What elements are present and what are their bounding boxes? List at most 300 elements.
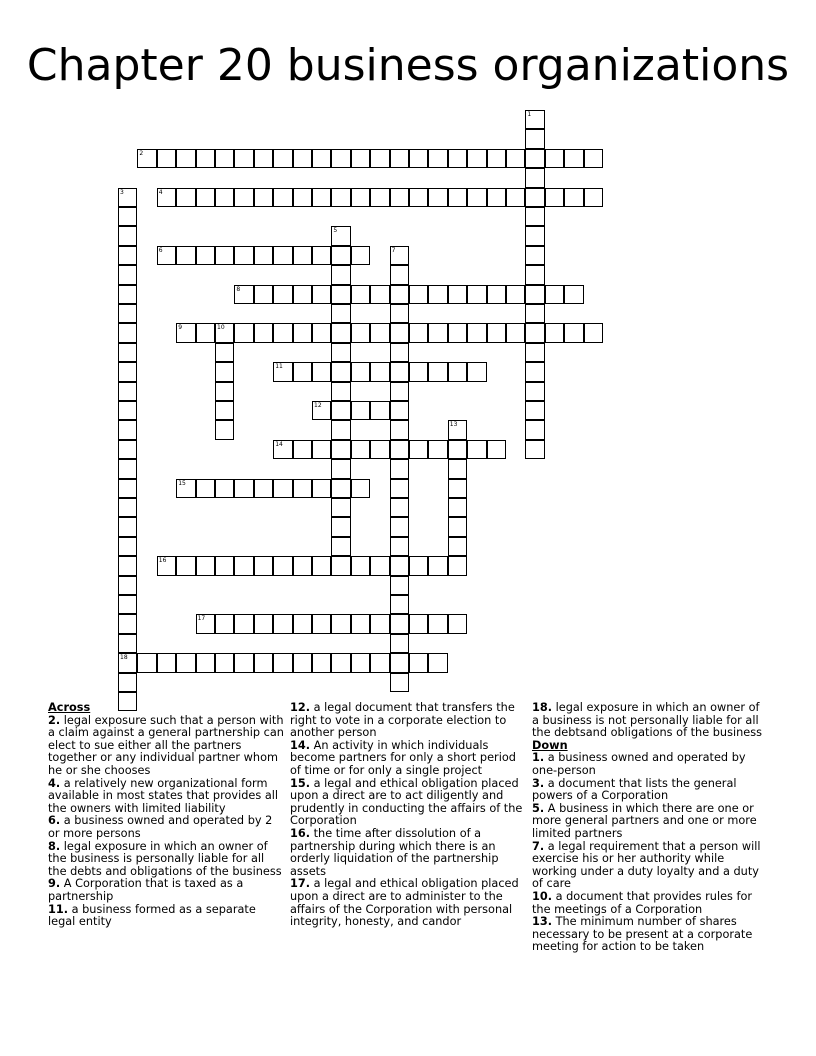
grid-cell[interactable]	[215, 382, 234, 401]
grid-cell[interactable]	[293, 614, 312, 633]
grid-cell[interactable]	[118, 362, 137, 381]
grid-cell[interactable]	[118, 207, 137, 226]
grid-cell[interactable]	[312, 556, 331, 575]
clue-number-label: 2.	[48, 713, 61, 727]
grid-cell[interactable]	[409, 188, 428, 207]
grid-cell[interactable]	[234, 479, 253, 498]
grid-cell[interactable]	[370, 440, 389, 459]
grid-cell[interactable]	[525, 440, 544, 459]
clue-column-2	[290, 702, 526, 929]
grid-cell[interactable]	[331, 556, 350, 575]
grid-cell[interactable]	[118, 634, 137, 653]
grid-cell[interactable]	[448, 498, 467, 517]
grid-cell[interactable]	[467, 149, 486, 168]
grid-cell[interactable]	[118, 343, 137, 362]
grid-cell[interactable]	[564, 149, 583, 168]
grid-cell[interactable]	[390, 634, 409, 653]
grid-cell[interactable]	[390, 595, 409, 614]
grid-cell[interactable]	[506, 149, 525, 168]
grid-cell[interactable]	[525, 362, 544, 381]
grid-cell[interactable]	[157, 246, 176, 265]
grid-cell[interactable]	[234, 246, 253, 265]
clue-number: 5	[333, 227, 338, 235]
grid-cell[interactable]	[118, 188, 137, 207]
clue-number-label: 17.	[290, 877, 311, 891]
grid-cell[interactable]	[331, 401, 350, 420]
clue-number: 16	[158, 557, 167, 565]
grid-cell[interactable]	[331, 149, 350, 168]
grid-cell[interactable]	[351, 401, 370, 420]
grid-cell[interactable]	[273, 556, 292, 575]
grid-cell[interactable]	[118, 498, 137, 517]
grid-cell[interactable]	[273, 440, 292, 459]
grid-cell[interactable]	[370, 556, 389, 575]
clue-text: legal exposure such that a person with a claim against a general partnership can elect to sue either all the partners together or any individual partner whom he or she chooses	[48, 713, 284, 777]
grid-cell[interactable]	[564, 188, 583, 207]
grid-cell[interactable]	[331, 440, 350, 459]
grid-cell[interactable]	[390, 265, 409, 284]
grid-cell[interactable]	[118, 246, 137, 265]
grid-cell[interactable]	[487, 285, 506, 304]
grid-cell[interactable]	[525, 343, 544, 362]
grid-cell[interactable]	[331, 304, 350, 323]
clue-number-label: 16.	[290, 826, 311, 840]
grid-cell[interactable]	[254, 285, 273, 304]
grid-cell[interactable]	[176, 188, 195, 207]
grid-cell[interactable]	[312, 188, 331, 207]
grid-cell[interactable]	[409, 556, 428, 575]
clue-text: A Corporation that is taxed as a partnership	[48, 877, 244, 903]
grid-cell[interactable]	[196, 479, 215, 498]
grid-cell[interactable]	[293, 188, 312, 207]
grid-cell[interactable]	[234, 149, 253, 168]
grid-cell[interactable]	[118, 304, 137, 323]
grid-cell[interactable]	[525, 285, 544, 304]
grid-cell[interactable]	[254, 479, 273, 498]
grid-cell[interactable]	[234, 188, 253, 207]
grid-cell[interactable]	[370, 614, 389, 633]
clue-column-1	[48, 702, 284, 929]
grid-cell[interactable]	[331, 323, 350, 342]
grid-cell[interactable]	[390, 653, 409, 672]
grid-cell[interactable]	[487, 323, 506, 342]
grid-cell[interactable]	[351, 285, 370, 304]
grid-cell[interactable]	[196, 653, 215, 672]
grid-cell[interactable]	[370, 285, 389, 304]
grid-cell[interactable]	[525, 207, 544, 226]
grid-cell[interactable]	[331, 459, 350, 478]
grid-cell[interactable]	[351, 479, 370, 498]
clue-number-label: 8.	[48, 839, 61, 853]
grid-cell[interactable]	[196, 556, 215, 575]
grid-cell[interactable]	[390, 479, 409, 498]
grid-cell[interactable]	[118, 479, 137, 498]
clue	[290, 778, 526, 828]
grid-cell[interactable]	[448, 459, 467, 478]
grid-cell[interactable]	[118, 576, 137, 595]
grid-cell[interactable]	[428, 556, 447, 575]
grid-cell[interactable]	[273, 614, 292, 633]
grid-cell[interactable]	[525, 110, 544, 129]
grid-cell[interactable]	[370, 188, 389, 207]
grid-cell[interactable]	[370, 653, 389, 672]
grid-cell[interactable]	[215, 323, 234, 342]
grid-cell[interactable]	[351, 653, 370, 672]
grid-cell[interactable]	[506, 188, 525, 207]
grid-cell[interactable]	[293, 653, 312, 672]
grid-cell[interactable]	[312, 614, 331, 633]
grid-cell[interactable]	[331, 420, 350, 439]
grid-cell[interactable]	[428, 149, 447, 168]
grid-cell[interactable]	[448, 323, 467, 342]
grid-cell[interactable]	[215, 614, 234, 633]
grid-cell[interactable]	[525, 323, 544, 342]
grid-cell[interactable]	[176, 556, 195, 575]
clue	[532, 702, 768, 740]
grid-cell[interactable]	[448, 556, 467, 575]
grid-cell[interactable]	[157, 653, 176, 672]
grid-cell[interactable]	[487, 440, 506, 459]
down-heading: Down	[532, 738, 568, 752]
grid-cell[interactable]	[137, 653, 156, 672]
grid-cell[interactable]	[254, 556, 273, 575]
grid-cell[interactable]	[390, 362, 409, 381]
grid-cell[interactable]	[331, 362, 350, 381]
grid-cell[interactable]	[254, 246, 273, 265]
grid-cell[interactable]	[390, 188, 409, 207]
grid-cell[interactable]	[351, 246, 370, 265]
grid-cell[interactable]	[564, 285, 583, 304]
grid-cell[interactable]	[273, 323, 292, 342]
grid-cell[interactable]	[506, 323, 525, 342]
grid-cell[interactable]	[157, 556, 176, 575]
grid-cell[interactable]	[525, 420, 544, 439]
clue-text: a legal document that transfers the right to vote in a corporate election to another person	[290, 701, 515, 740]
grid-cell[interactable]	[390, 285, 409, 304]
grid-cell[interactable]	[234, 556, 253, 575]
grid-cell[interactable]	[331, 343, 350, 362]
grid-cell[interactable]	[215, 188, 234, 207]
grid-cell[interactable]	[273, 362, 292, 381]
grid-cell[interactable]	[331, 188, 350, 207]
grid-cell[interactable]	[312, 285, 331, 304]
grid-cell[interactable]	[584, 188, 603, 207]
grid-cell[interactable]	[293, 246, 312, 265]
grid-cell[interactable]	[196, 149, 215, 168]
grid-cell[interactable]	[351, 440, 370, 459]
grid-cell[interactable]	[448, 149, 467, 168]
grid-cell[interactable]	[331, 226, 350, 245]
clue	[532, 803, 768, 841]
grid-cell[interactable]	[448, 479, 467, 498]
grid-cell[interactable]	[118, 673, 137, 692]
clue-number: 3	[120, 188, 124, 196]
clue-number: 2	[139, 149, 144, 157]
grid-cell[interactable]	[118, 440, 137, 459]
grid-cell[interactable]	[273, 285, 292, 304]
grid-cell[interactable]	[176, 323, 195, 342]
grid-cell[interactable]	[273, 653, 292, 672]
clue	[532, 841, 768, 891]
grid-cell[interactable]	[118, 420, 137, 439]
grid-cell[interactable]	[118, 285, 137, 304]
grid-cell[interactable]	[331, 517, 350, 536]
grid-cell[interactable]	[157, 149, 176, 168]
grid-cell[interactable]	[390, 517, 409, 536]
grid-cell[interactable]	[467, 323, 486, 342]
grid-cell[interactable]	[390, 673, 409, 692]
grid-cell[interactable]	[234, 285, 253, 304]
grid-cell[interactable]	[409, 653, 428, 672]
grid-cell[interactable]	[428, 362, 447, 381]
clue-number: 1	[527, 111, 532, 118]
grid-cell[interactable]	[176, 653, 195, 672]
grid-cell[interactable]	[428, 188, 447, 207]
grid-cell[interactable]	[448, 537, 467, 556]
grid-cell[interactable]	[293, 362, 312, 381]
grid-cell[interactable]	[448, 614, 467, 633]
grid-cell[interactable]	[331, 285, 350, 304]
clue-number-label: 15.	[290, 776, 311, 790]
grid-cell[interactable]	[428, 614, 447, 633]
grid-cell[interactable]	[137, 149, 156, 168]
grid-cell[interactable]	[564, 323, 583, 342]
grid-cell[interactable]	[448, 188, 467, 207]
grid-cell[interactable]	[370, 149, 389, 168]
grid-cell[interactable]	[118, 265, 137, 284]
grid-cell[interactable]	[215, 401, 234, 420]
grid-cell[interactable]	[584, 323, 603, 342]
grid-cell[interactable]	[293, 285, 312, 304]
grid-cell[interactable]	[390, 537, 409, 556]
grid-cell[interactable]	[118, 382, 137, 401]
grid-cell[interactable]	[487, 149, 506, 168]
clue-number: 6	[158, 246, 163, 254]
clue-number-label: 18.	[532, 701, 553, 714]
grid-cell[interactable]	[409, 362, 428, 381]
grid-cell[interactable]	[215, 420, 234, 439]
puzzle-title: Chapter 20 business organizations	[26, 40, 790, 91]
clue	[290, 878, 526, 928]
grid-cell[interactable]	[176, 149, 195, 168]
grid-cell[interactable]	[467, 362, 486, 381]
grid-cell[interactable]	[409, 323, 428, 342]
grid-cell[interactable]	[254, 614, 273, 633]
grid-cell[interactable]	[273, 188, 292, 207]
grid-cell[interactable]	[312, 440, 331, 459]
grid-cell[interactable]	[390, 498, 409, 517]
grid-cell[interactable]	[118, 226, 137, 245]
grid-cell[interactable]	[409, 285, 428, 304]
grid-cell[interactable]	[293, 440, 312, 459]
grid-cell[interactable]	[390, 614, 409, 633]
grid-cell[interactable]	[409, 149, 428, 168]
grid-cell[interactable]	[525, 304, 544, 323]
grid-cell[interactable]	[293, 479, 312, 498]
grid-cell[interactable]	[545, 149, 564, 168]
grid-cell[interactable]	[118, 401, 137, 420]
grid-cell[interactable]	[525, 382, 544, 401]
grid-cell[interactable]	[525, 401, 544, 420]
grid-cell[interactable]	[157, 188, 176, 207]
grid-cell[interactable]	[234, 614, 253, 633]
grid-cell[interactable]	[351, 188, 370, 207]
grid-cell[interactable]	[273, 479, 292, 498]
clue-text: a document that provides rules for the meetings of a Corporation	[532, 889, 753, 916]
grid-cell[interactable]	[409, 614, 428, 633]
grid-cell[interactable]	[525, 265, 544, 284]
grid-cell[interactable]	[176, 479, 195, 498]
grid-cell[interactable]	[390, 459, 409, 478]
grid-cell[interactable]	[118, 517, 137, 536]
grid-cell[interactable]	[215, 362, 234, 381]
grid-cell[interactable]	[118, 614, 137, 633]
grid-cell[interactable]	[312, 323, 331, 342]
grid-cell[interactable]	[215, 653, 234, 672]
grid-cell[interactable]	[196, 614, 215, 633]
grid-cell[interactable]	[312, 653, 331, 672]
grid-cell[interactable]	[390, 440, 409, 459]
grid-cell[interactable]	[428, 653, 447, 672]
grid-cell[interactable]	[215, 149, 234, 168]
grid-cell[interactable]	[390, 382, 409, 401]
grid-cell[interactable]	[312, 246, 331, 265]
grid-cell[interactable]	[390, 420, 409, 439]
grid-cell[interactable]	[118, 595, 137, 614]
grid-cell[interactable]	[351, 614, 370, 633]
grid-cell[interactable]	[525, 188, 544, 207]
grid-cell[interactable]	[487, 188, 506, 207]
grid-cell[interactable]	[331, 246, 350, 265]
grid-cell[interactable]	[331, 498, 350, 517]
grid-cell[interactable]	[390, 576, 409, 595]
grid-cell[interactable]	[467, 188, 486, 207]
grid-cell[interactable]	[525, 149, 544, 168]
grid-cell[interactable]	[390, 556, 409, 575]
grid-cell[interactable]	[351, 362, 370, 381]
clue	[48, 841, 284, 879]
grid-cell[interactable]	[312, 479, 331, 498]
clue	[532, 752, 768, 777]
clue	[48, 715, 284, 778]
grid-cell[interactable]	[254, 323, 273, 342]
grid-cell[interactable]	[545, 285, 564, 304]
grid-cell[interactable]	[118, 459, 137, 478]
grid-cell[interactable]	[215, 479, 234, 498]
grid-cell[interactable]	[545, 323, 564, 342]
grid-cell[interactable]	[254, 188, 273, 207]
grid-cell[interactable]	[331, 479, 350, 498]
grid-cell[interactable]	[273, 246, 292, 265]
grid-cell[interactable]	[390, 323, 409, 342]
grid-cell[interactable]	[215, 246, 234, 265]
grid-cell[interactable]	[273, 149, 292, 168]
grid-cell[interactable]	[370, 323, 389, 342]
grid-cell[interactable]	[409, 440, 428, 459]
grid-cell[interactable]	[293, 149, 312, 168]
clue-number: 9	[178, 324, 183, 332]
grid-cell[interactable]	[390, 246, 409, 265]
clue-number: 18	[120, 654, 128, 662]
grid-cell[interactable]	[254, 653, 273, 672]
grid-cell[interactable]	[428, 440, 447, 459]
grid-cell[interactable]	[525, 246, 544, 265]
grid-cell[interactable]	[584, 149, 603, 168]
clue-number: 8	[236, 285, 241, 293]
grid-cell[interactable]	[234, 323, 253, 342]
grid-cell[interactable]	[293, 323, 312, 342]
grid-cell[interactable]	[545, 188, 564, 207]
clue	[290, 702, 526, 740]
grid-cell[interactable]	[467, 440, 486, 459]
grid-cell[interactable]	[215, 343, 234, 362]
grid-cell[interactable]	[176, 246, 195, 265]
grid-cell[interactable]	[118, 537, 137, 556]
grid-cell[interactable]	[448, 420, 467, 439]
grid-cell[interactable]	[312, 401, 331, 420]
grid-cell[interactable]	[370, 401, 389, 420]
grid-cell[interactable]	[390, 343, 409, 362]
grid-cell[interactable]	[234, 653, 253, 672]
grid-cell[interactable]	[118, 653, 137, 672]
grid-cell[interactable]	[506, 285, 525, 304]
grid-cell[interactable]	[428, 285, 447, 304]
grid-cell[interactable]	[331, 614, 350, 633]
clue-number: 10	[217, 324, 225, 332]
grid-cell[interactable]	[390, 149, 409, 168]
grid-cell[interactable]	[390, 401, 409, 420]
grid-cell[interactable]	[370, 362, 389, 381]
grid-cell[interactable]	[448, 517, 467, 536]
grid-cell[interactable]	[331, 537, 350, 556]
grid-cell[interactable]	[196, 188, 215, 207]
clue-text: The minimum number of shares necessary to be present at a corporate meeting for action to be taken	[532, 915, 753, 954]
grid-cell[interactable]	[525, 168, 544, 187]
grid-cell[interactable]	[351, 556, 370, 575]
grid-cell[interactable]	[448, 285, 467, 304]
clue	[290, 740, 526, 778]
grid-cell[interactable]	[467, 285, 486, 304]
grid-cell[interactable]	[331, 653, 350, 672]
clue-number-label: 3.	[532, 776, 545, 790]
clue-text: a document that lists the general powers of a Corporation	[532, 776, 737, 803]
grid-cell[interactable]	[254, 149, 273, 168]
grid-cell[interactable]	[428, 323, 447, 342]
grid-cell[interactable]	[312, 362, 331, 381]
grid-cell[interactable]	[118, 323, 137, 342]
grid-cell[interactable]	[525, 226, 544, 245]
grid-cell[interactable]	[331, 382, 350, 401]
grid-cell[interactable]	[196, 323, 215, 342]
grid-cell[interactable]	[351, 323, 370, 342]
grid-cell[interactable]	[331, 265, 350, 284]
grid-cell[interactable]	[196, 246, 215, 265]
grid-cell[interactable]	[448, 440, 467, 459]
grid-cell[interactable]	[351, 149, 370, 168]
clue-column-3	[532, 702, 768, 954]
grid-cell[interactable]	[312, 149, 331, 168]
clue-number-label: 12.	[290, 701, 311, 714]
clue	[532, 778, 768, 803]
grid-cell[interactable]	[390, 304, 409, 323]
grid-cell[interactable]	[448, 362, 467, 381]
grid-cell[interactable]	[293, 556, 312, 575]
clue-number-label: 10.	[532, 889, 553, 903]
clue-number: 14	[275, 440, 283, 448]
grid-cell[interactable]	[525, 129, 544, 148]
grid-cell[interactable]	[118, 556, 137, 575]
grid-cell[interactable]	[215, 556, 234, 575]
